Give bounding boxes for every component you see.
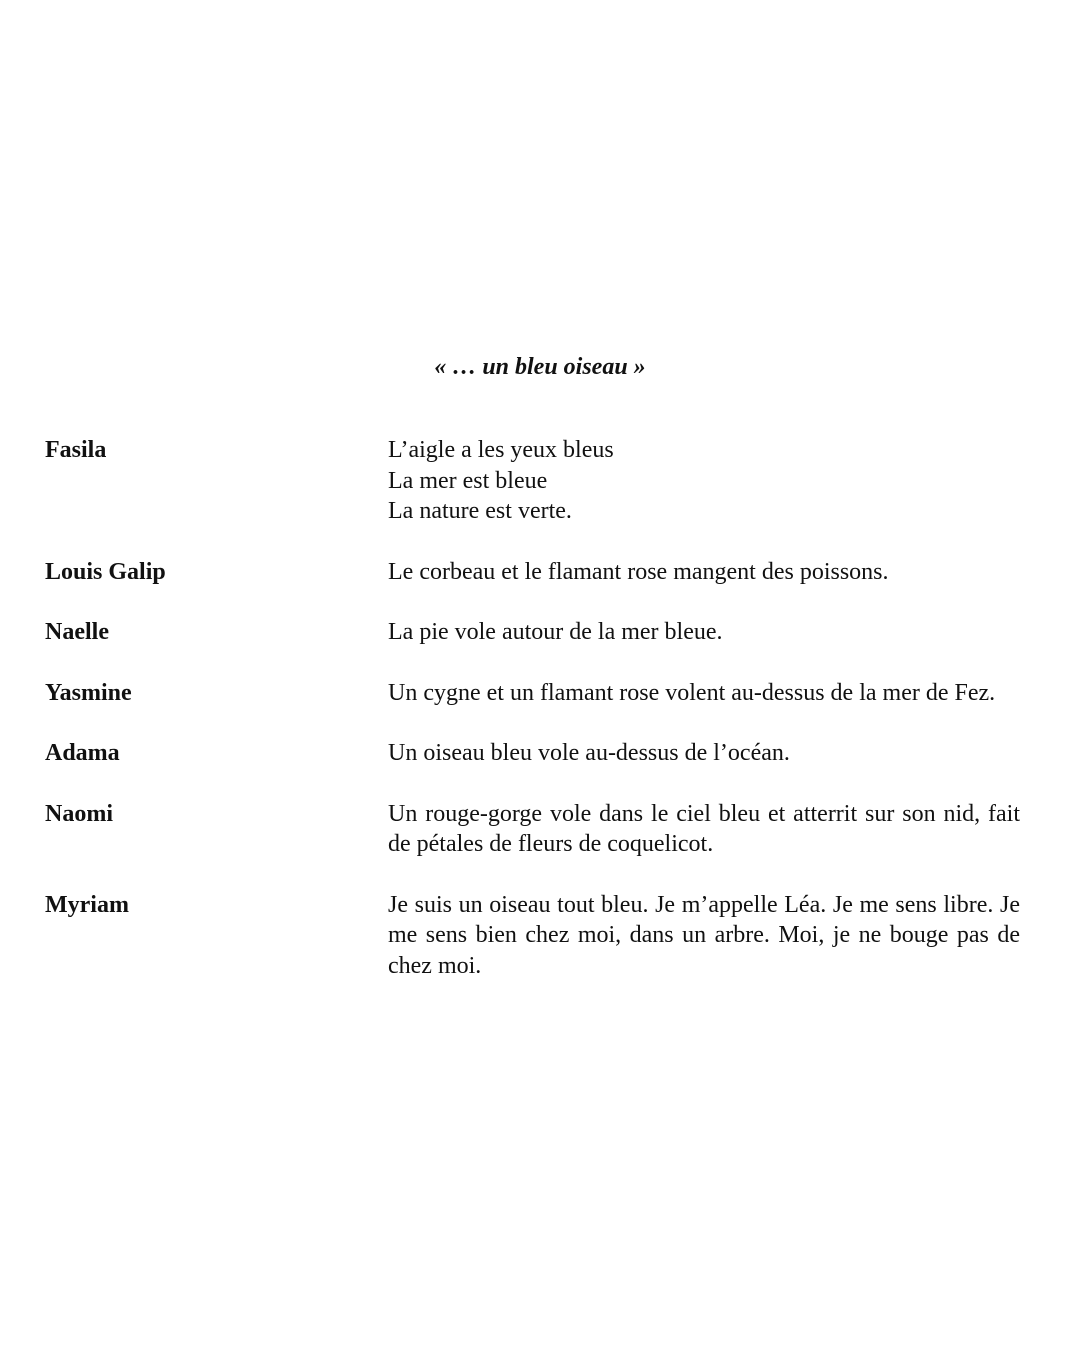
- entry-author: Fasila: [45, 437, 107, 463]
- entry-text: Le corbeau et le flamant rose mangent des poissons.: [388, 558, 889, 585]
- entry-yasmine: [45, 678, 1020, 709]
- entry-author: Myriam: [45, 891, 129, 918]
- entry-text: [388, 435, 1020, 527]
- entry-text-line: La mer est bleue: [388, 467, 548, 494]
- entry-myriam: [45, 890, 1020, 982]
- entry-text: Un oiseau bleu vole au-dessus de l’océan.: [388, 740, 790, 766]
- entry-louis-galip: [45, 557, 1020, 588]
- entry-author: Adama: [45, 740, 120, 766]
- entry-fasila: [45, 435, 1020, 527]
- entry-text: Un cygne et un flamant rose volent au-dessus de la mer de Fez.: [388, 679, 996, 706]
- entry-naomi: [45, 799, 1020, 860]
- page-title: « … un bleu oiseau »: [434, 354, 646, 380]
- entry-text: La pie vole autour de la mer bleue.: [388, 619, 723, 645]
- entry-author: Louis Galip: [45, 558, 166, 585]
- entry-naelle: [45, 617, 1020, 648]
- entry-adama: [45, 738, 1020, 769]
- entry-author: Yasmine: [45, 679, 132, 706]
- entry-text-line: L’aigle a les yeux bleus: [388, 437, 614, 463]
- entry-author: Naomi: [45, 800, 113, 827]
- entry-text-line: La nature est verte.: [388, 498, 572, 524]
- entry-text: Je suis un oiseau tout bleu. Je m’appelle Léa. Je me sens libre. Je me sens bien chez moi, dans un arbre. Moi, je ne bouge pas de chez moi.: [388, 891, 1020, 979]
- entry-author: Naelle: [45, 619, 109, 645]
- entry-text: Un rouge-gorge vole dans le ciel bleu et atterrit sur son nid, fait de pétales de fleurs de coquelicot.: [388, 800, 1020, 857]
- entries-list: [45, 435, 1020, 1011]
